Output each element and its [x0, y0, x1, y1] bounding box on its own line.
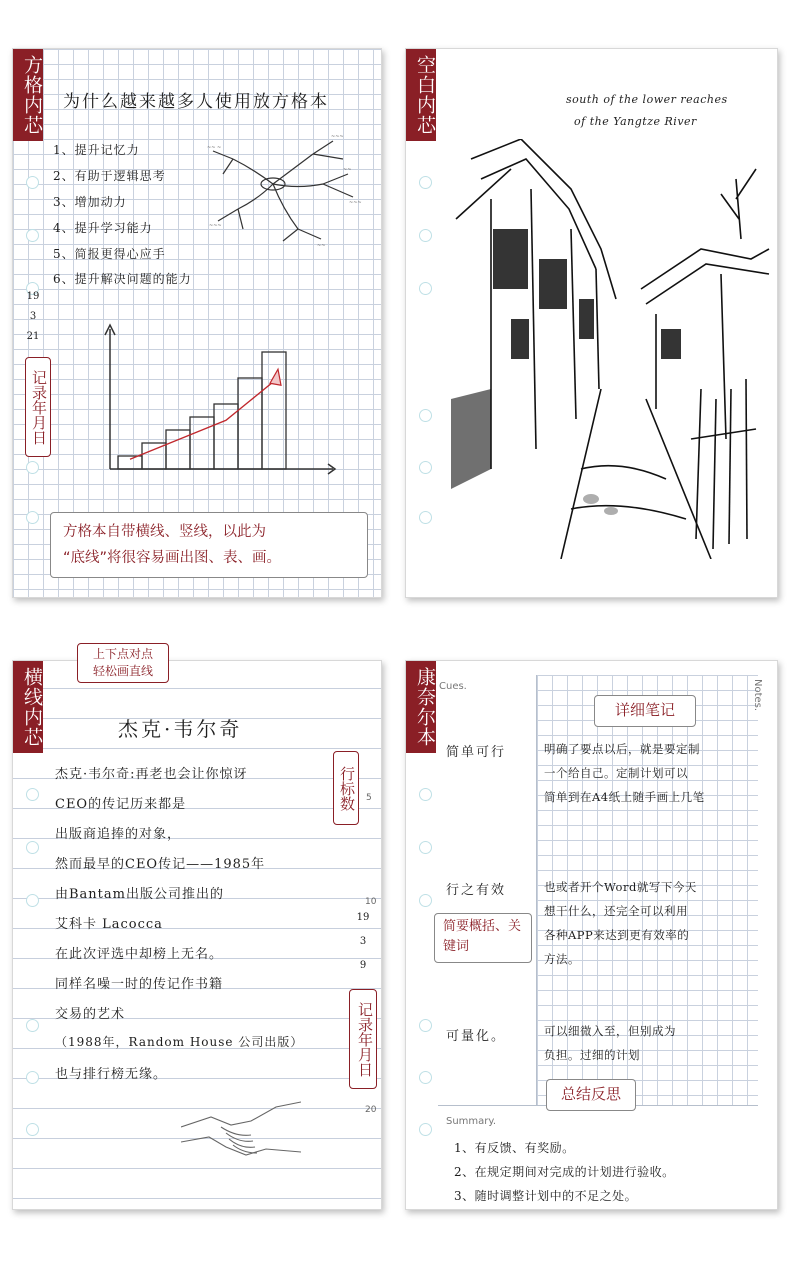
ring-hole: [26, 788, 39, 801]
chart-bar: [238, 378, 262, 469]
ring-hole: [26, 176, 39, 189]
note-line: 明确了要点以后，就是要定制: [544, 742, 700, 756]
ring-hole: [419, 461, 432, 474]
cues-label: Cues.: [439, 681, 467, 692]
grid-page-title: 为什么越来越多人使用放方格本: [63, 92, 329, 112]
cue-item: 可量化。: [446, 1029, 507, 1044]
note-line: 杰克·韦尔奇:再老也会让你惊讶: [55, 767, 248, 782]
note-line: 简单到在A4纸上随手画上几笔: [544, 790, 705, 804]
svg-text:~~~: ~~~: [331, 134, 344, 140]
cue-item: 行之有效: [446, 883, 507, 898]
margin-number: 10: [365, 897, 377, 907]
lined-page: [12, 660, 382, 1210]
ring-hole: [26, 511, 39, 524]
chart-bar: [118, 456, 142, 469]
date-day: 9: [359, 960, 367, 971]
ring-hole: [26, 229, 39, 242]
chart-bar: [262, 352, 286, 469]
date-month: 3: [29, 311, 37, 322]
margin-number: 5: [366, 793, 372, 803]
keywords-callout: 简要概括、关键词: [434, 913, 532, 963]
ring-hole: [419, 409, 432, 422]
chart-bar: [142, 443, 166, 469]
mind-map-sketch: [203, 129, 363, 249]
detail-notes-callout: 详细笔记: [594, 695, 696, 727]
blank-caption-line2: of the Yangtze River: [574, 115, 697, 128]
summary-item: 2、在规定期间对完成的计划进行验收。: [454, 1165, 675, 1179]
svg-text:~~: ~~: [317, 243, 326, 249]
note-line: 艾科卡 Lacocca: [55, 917, 163, 932]
trend-arrow-head: [270, 369, 281, 385]
blank-caption-line1: south of the lower reaches: [566, 93, 728, 106]
ring-hole: [419, 176, 432, 189]
ring-hole: [419, 841, 432, 854]
ring-hole: [26, 1071, 39, 1084]
ring-hole: [26, 894, 39, 907]
blank-page-tab: 空白内芯: [406, 49, 436, 141]
trend-line: [130, 381, 274, 459]
note-line: 可以细微入至，但别成为: [544, 1024, 676, 1038]
ring-hole: [419, 1019, 432, 1032]
benefit-item: 5、简报更得心应手: [53, 247, 166, 261]
note-line: 各种APP来达到更有效率的: [544, 928, 690, 942]
benefit-item: 2、有助于逻辑思考: [53, 169, 166, 183]
straight-line-callout-line2: 轻松画直线: [92, 664, 153, 678]
note-line: 然而最早的CEO传记——1985年: [55, 857, 266, 872]
ring-hole: [26, 841, 39, 854]
cornell-page-tab: 康奈尔本: [406, 661, 436, 753]
straight-line-callout: [77, 643, 169, 683]
date-stamp: 记录年月日: [25, 357, 51, 457]
date-month: 3: [359, 936, 367, 947]
lined-page-tab: 横线内芯: [13, 661, 43, 753]
notes-label: Notes.: [752, 679, 763, 712]
grid-callout-line2: “底线”将很容易画出图、表、画。: [63, 550, 282, 566]
note-line: 方法。: [544, 952, 580, 966]
svg-text:~~~: ~~~: [349, 200, 362, 206]
note-line: （1988年，Random House 公司出版）: [55, 1035, 304, 1049]
benefit-item: 6、提升解决问题的能力: [53, 272, 192, 286]
grid-page-tab: 方格内芯: [13, 49, 43, 141]
cornell-page: [405, 660, 778, 1210]
svg-text:~~ ~: ~~ ~: [207, 145, 222, 151]
ring-hole: [419, 1071, 432, 1084]
note-line: CEO的传记历来都是: [55, 797, 187, 812]
summary-item: 1、有反馈、有奖励。: [454, 1141, 575, 1155]
line-count-stamp: 行标数: [333, 751, 359, 825]
reflection-callout: 总结反思: [546, 1079, 636, 1111]
note-line: 由Bantam出版公司推出的: [55, 887, 224, 902]
svg-text:~~~: ~~~: [209, 223, 222, 229]
alley-sketch: [451, 139, 771, 559]
benefit-item: 4、提升学习能力: [53, 221, 153, 235]
ring-hole: [419, 282, 432, 295]
note-line: 一个给自己。定制计划可以: [544, 766, 688, 780]
note-line: 想干什么，还完全可以利用: [544, 904, 688, 918]
ring-hole: [419, 894, 432, 907]
date-stamp: 记录年月日: [349, 989, 377, 1089]
cue-item: 简单可行: [446, 745, 507, 760]
note-line: 出版商追捧的对象，: [55, 827, 182, 842]
note-line: 负担。过细的计划: [544, 1048, 640, 1062]
ring-hole: [419, 1123, 432, 1136]
ring-hole: [419, 229, 432, 242]
ring-hole: [26, 461, 39, 474]
note-line: 交易的艺术: [55, 1007, 126, 1022]
benefit-item: 3、增加动力: [53, 195, 127, 209]
date-day: 21: [26, 331, 40, 342]
handshake-sketch: [181, 1097, 301, 1167]
growth-chart-sketch: [88, 319, 338, 479]
benefit-item: 1、提升记忆力: [53, 143, 140, 157]
margin-number: 20: [365, 1105, 377, 1115]
ring-hole: [26, 1123, 39, 1136]
blank-page: [405, 48, 778, 598]
summary-item: 3、随时调整计划中的不足之处。: [454, 1189, 638, 1203]
date-year: 19: [356, 912, 370, 923]
date-year: 19: [26, 291, 40, 302]
note-line: 也与排行榜无缘。: [55, 1067, 168, 1082]
straight-line-callout-line1: 上下点对点: [92, 647, 153, 661]
note-line: 在此次评选中却榜上无名。: [55, 947, 224, 962]
grid-callout-line1: 方格本自带横线、竖线，以此为: [63, 524, 266, 540]
grid-callout: [50, 512, 368, 578]
lined-page-title: 杰克·韦尔奇: [118, 717, 243, 741]
ring-hole: [26, 1019, 39, 1032]
grid-page: [12, 48, 382, 598]
chart-bar: [190, 417, 214, 469]
note-line: 同样名噪一时的传记作书籍: [55, 977, 224, 992]
note-line: 也或者开个Word就写下今天: [544, 880, 697, 894]
ring-hole: [419, 788, 432, 801]
summary-label: Summary.: [446, 1116, 497, 1127]
svg-text:~~: ~~: [343, 167, 352, 173]
ring-hole: [419, 511, 432, 524]
